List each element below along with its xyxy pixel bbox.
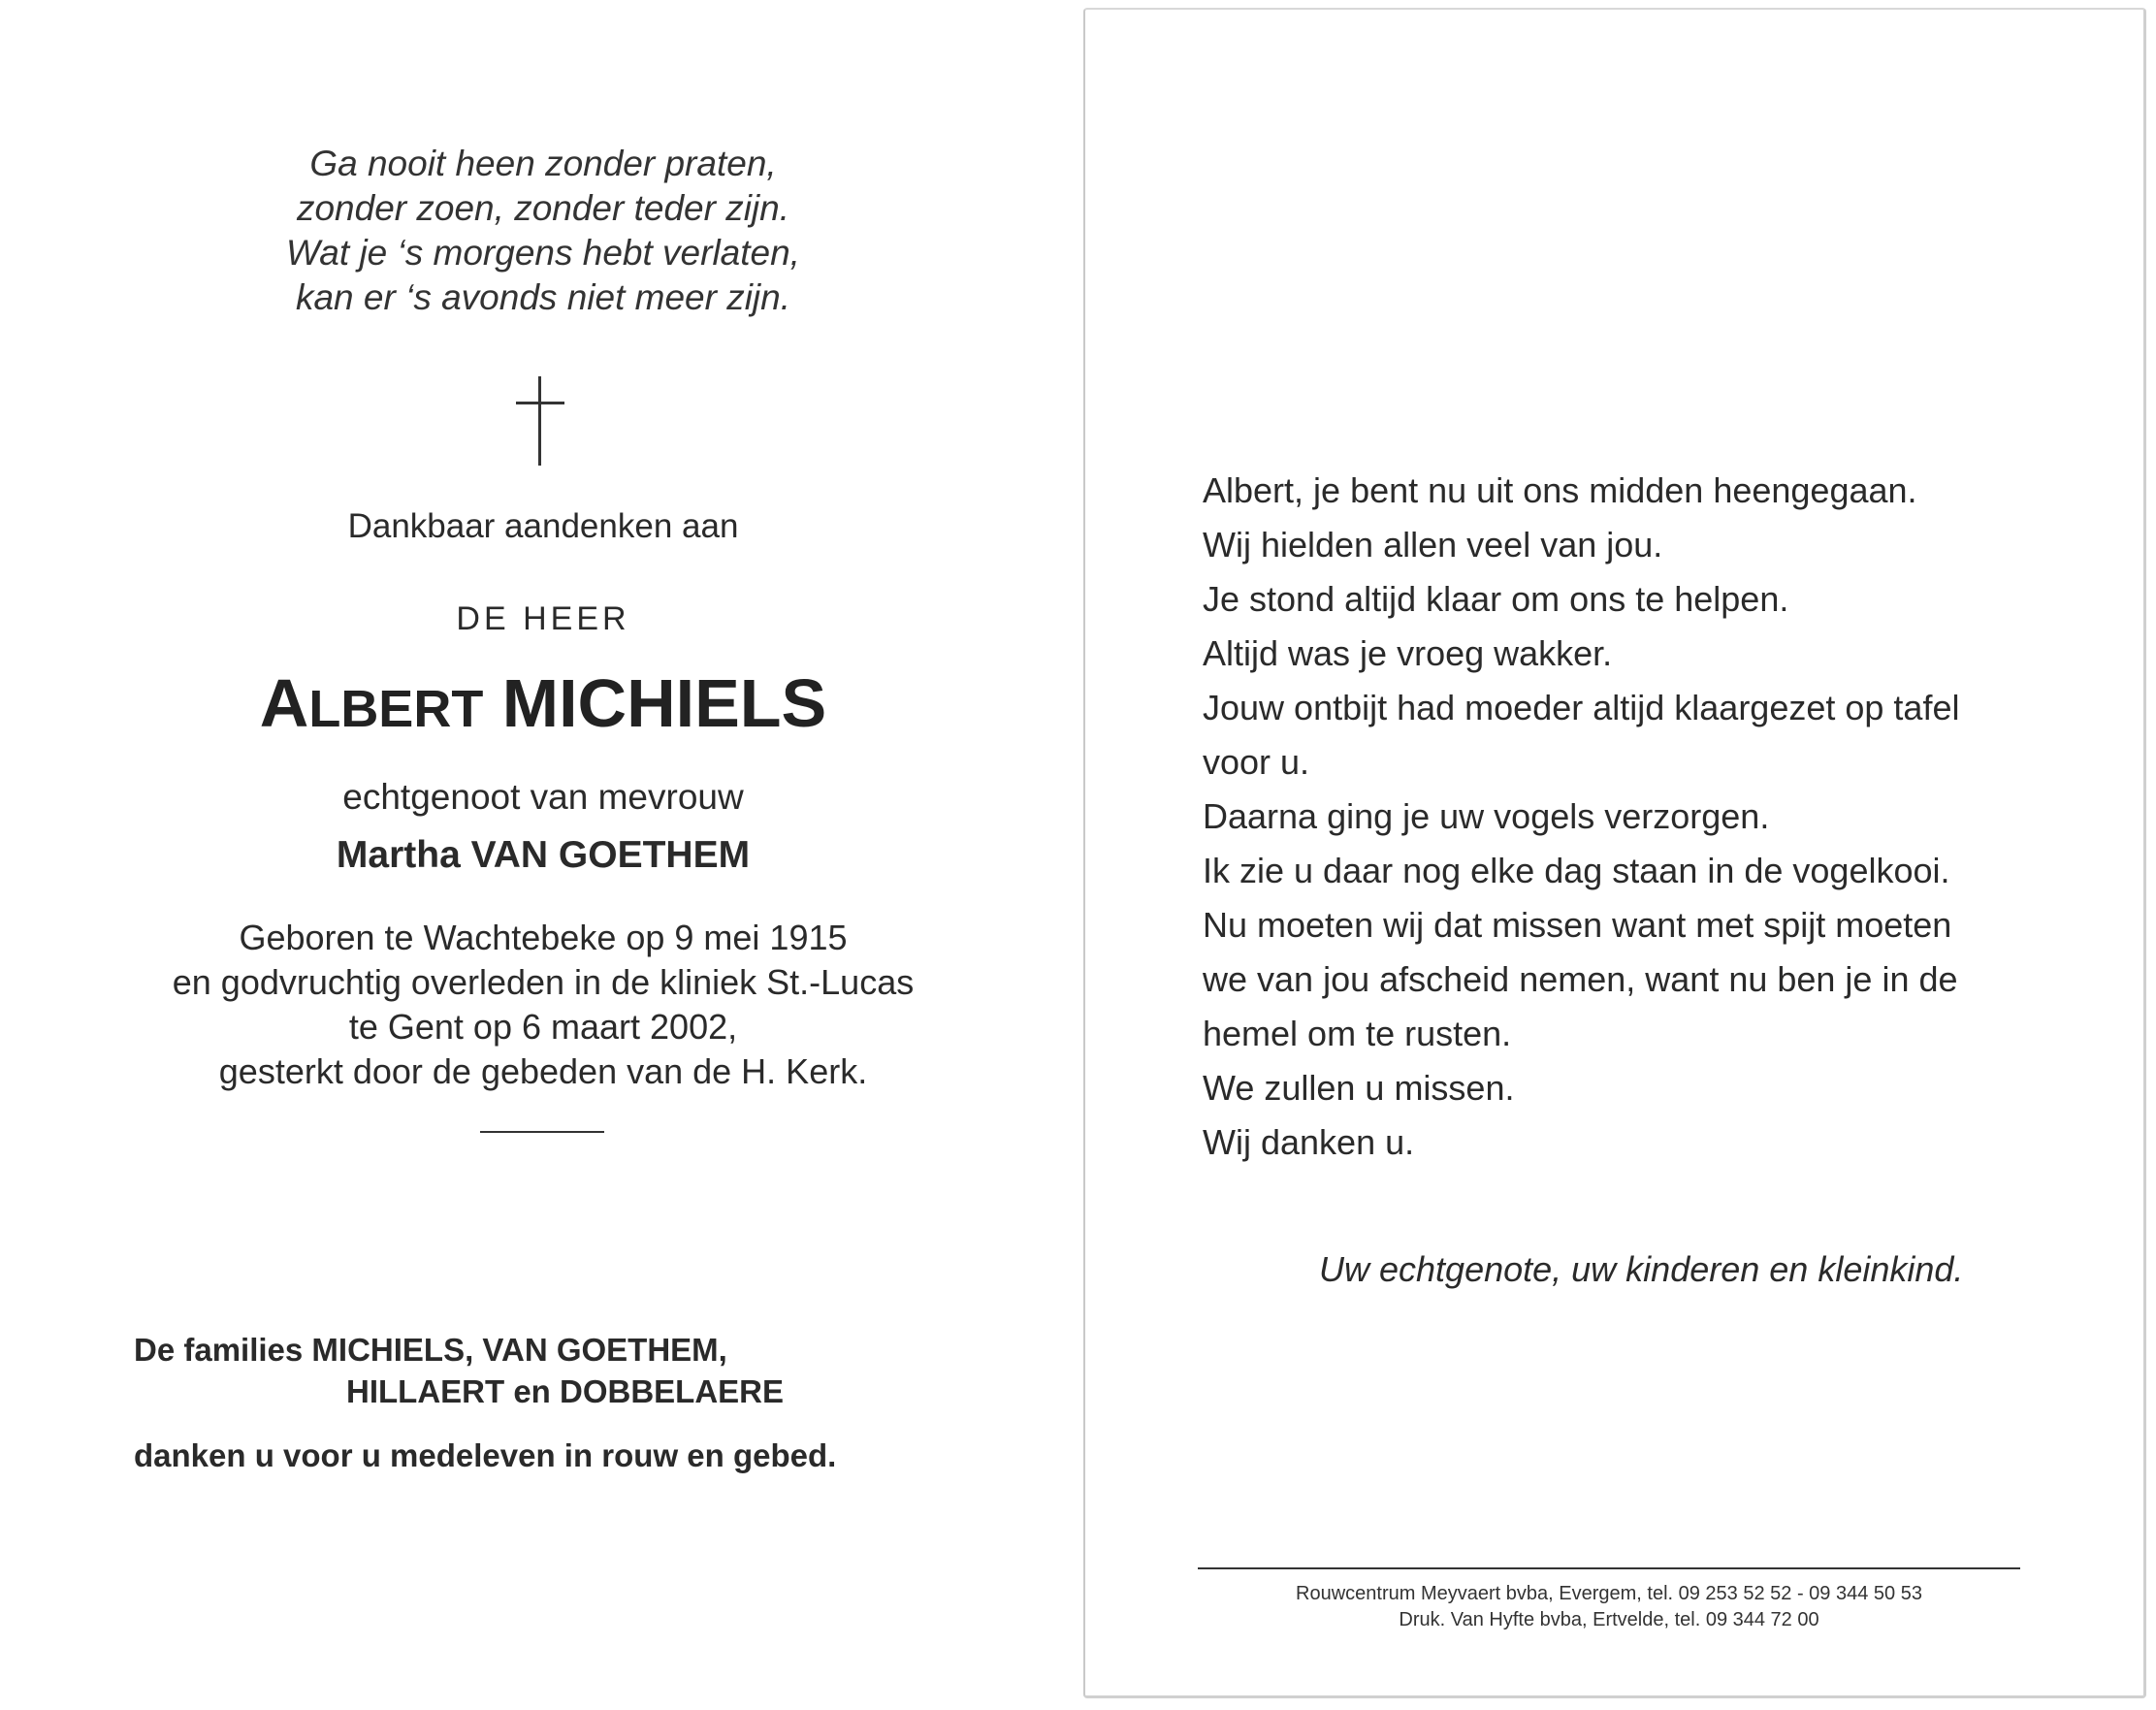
letter-signature: Uw echtgenote, uw kinderen en kleinkind.	[1319, 1249, 1964, 1289]
poem-line: kan er ‘s avonds niet meer zijn.	[295, 277, 790, 317]
footer-funeral-home: Rouwcentrum Meyvaert bvba, Evergem, tel. 09 253 52 52 - 09 344 50 53	[1296, 1583, 1922, 1604]
letter-line: Ik zie u daar nog elke dag staan in de vogelkooi.	[1203, 851, 1950, 890]
divider	[480, 1131, 604, 1133]
families-thanks: danken u voor u medeleven in rouw en gebed.	[134, 1437, 837, 1473]
honorific-title: DE HEER	[456, 600, 630, 637]
footer-rule	[1198, 1567, 2020, 1569]
poem	[58, 142, 1028, 320]
poem-line: Wat je ‘s morgens hebt verlaten,	[286, 233, 800, 273]
bio-line: en godvruchtig overleden in de kliniek St.-Lucas	[172, 962, 915, 1002]
farewell-letter	[1203, 464, 1959, 1170]
bio-line: Geboren te Wachtebeke op 9 mei 1915	[239, 918, 848, 957]
first-name-rest: LBERT	[308, 680, 484, 738]
families-line-1: De families MICHIELS, VAN GOETHEM,	[134, 1332, 727, 1368]
letter-line: Jouw ontbijt had moeder altijd klaargezet op tafel	[1203, 688, 1960, 727]
spouse-intro: echtgenoot van mevrouw	[342, 777, 744, 817]
poem-line: zonder zoen, zonder teder zijn.	[296, 188, 790, 228]
first-name-initial: A	[259, 665, 309, 741]
letter-line: Daarna ging je uw vogels verzorgen.	[1203, 796, 1770, 836]
bio-line: te Gent op 6 maart 2002,	[348, 1007, 738, 1047]
letter-line: Altijd was je vroeg wakker.	[1203, 633, 1613, 673]
biography	[58, 916, 1028, 1094]
letter-line: Albert, je bent nu uit ons midden heengegaan.	[1203, 470, 1917, 510]
memorial-heading: Dankbaar aandenken aan	[347, 507, 739, 545]
letter-line: voor u.	[1203, 742, 1310, 782]
cross-icon	[516, 376, 564, 466]
deceased-name	[58, 664, 1028, 742]
bio-line: gesterkt door de gebeden van de H. Kerk.	[218, 1051, 868, 1091]
spouse-name: Martha VAN GOETHEM	[336, 834, 751, 876]
letter-line: Je stond altijd klaar om ons te helpen.	[1203, 579, 1789, 619]
letter-line: we van jou afscheid nemen, want nu ben je in de	[1203, 959, 1958, 999]
letter-line: Nu moeten wij dat missen want met spijt moeten	[1203, 905, 1952, 945]
letter-line: hemel om te rusten.	[1203, 1014, 1512, 1053]
letter-line: We zullen u missen.	[1203, 1068, 1515, 1108]
letter-line: Wij hielden allen veel van jou.	[1203, 525, 1663, 565]
last-name: MICHIELS	[501, 665, 827, 741]
letter-line: Wij danken u.	[1203, 1122, 1415, 1162]
footer-printer: Druk. Van Hyfte bvba, Ertvelde, tel. 09 344 72 00	[1399, 1609, 1819, 1630]
families-line-2: HILLAERT en DOBBELAERE	[346, 1373, 785, 1409]
poem-line: Ga nooit heen zonder praten,	[309, 144, 777, 183]
